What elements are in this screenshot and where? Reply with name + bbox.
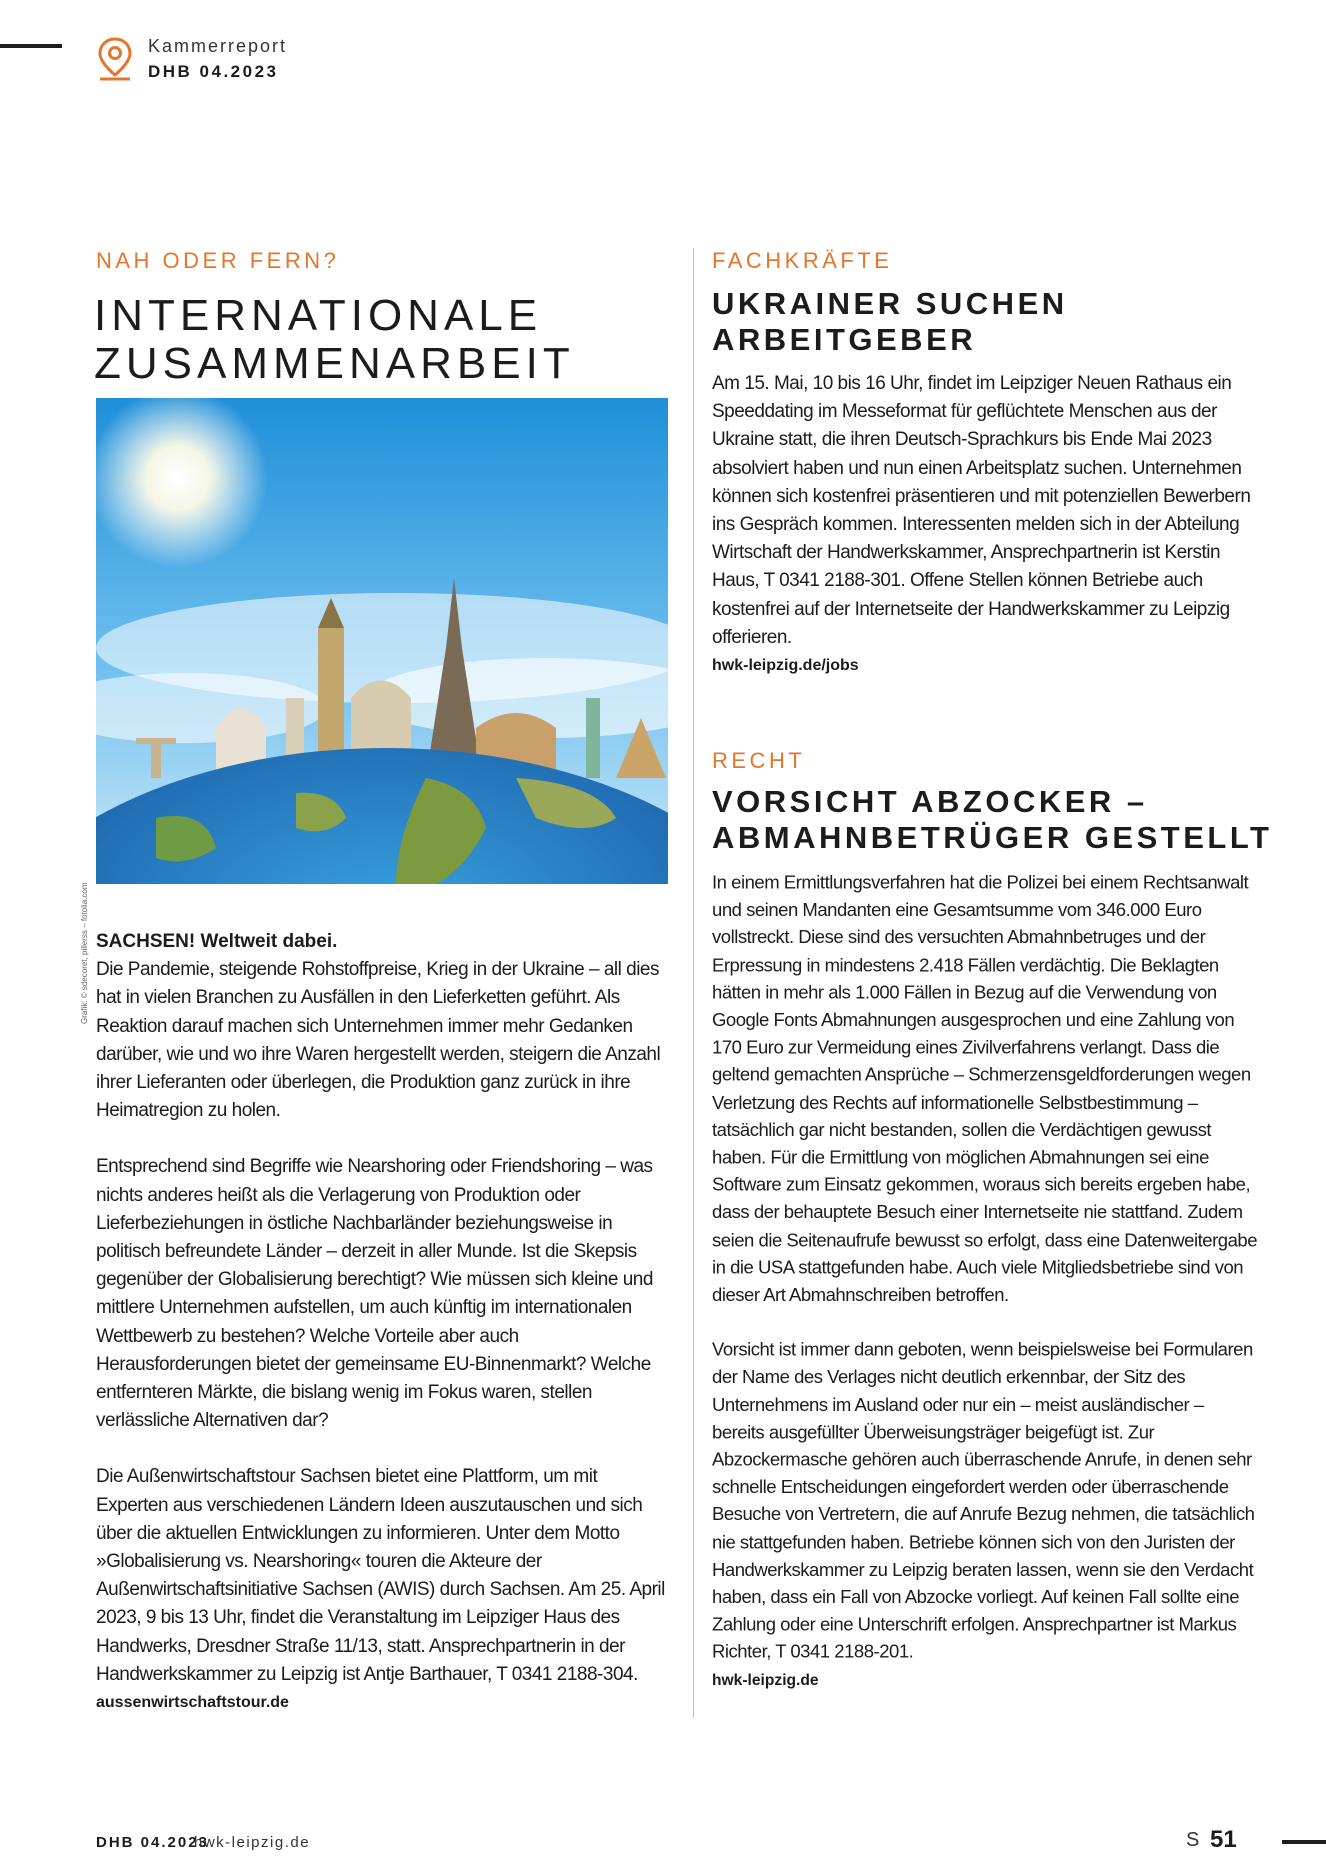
right2-paragraph-1: In einem Ermittlungsverfahren hat die Polizei bei einem Rechtsanwalt und seinen Mandanten eine Gesamtsumme vom 346.000 Euro vollstreckt. Diese sind des versuchten Abmahnbetruges und der Erpressung in mindestens 2.418 Fällen verdächtig. Die Beklagten hätten in mehr als 1.000 Fällen in Bezug auf die Verwendung von Google Fonts Abmahnungen ausgesprochen und eine Zahlung von 170 Euro zur Vermeidung eines Zivilverfahrens verlangt. Dass die geltend gemachten Ansprüche – Schmerzensgeldforderungen wegen Verletzung des Rechts auf informationelle Selbstbestimmung – tatsächlich gar nicht bestanden, sollen die Verdächtigen gewusst haben. Für die Ermittlung von möglichen Abmahnungen sei eine Software zum Einsatz gekommen, woraus sich bereits ergeben habe, dass der behauptete Besuch einer Internetseite nie stattfand. Zudem seien die Seitenaufrufe bewusst so erfolgt, dass eine Datenweitergabe in die USA stattgefunden habe. Auch viele Mitgliedsbetriebe sind von dieser Art Abmahnschreiben betroffen. xyxy=(712,872,1258,1306)
right2-paragraph-2: Vorsicht ist immer dann geboten, wenn beispielsweise bei Formularen der Name des Verlages nicht deutlich erkennbar, der Sitz des Unternehmens im Ausland oder nur ein – meist ausländischer – bereits ausgefüllter Überweisungsträger beigefügt ist. Zur Abzockermasche gehören auch überraschende Anrufe, in denen sehr schnelle Entscheidungen eingefordert werden oder überraschende Besuche von Vertretern, die auf Anrufe Bezug nehmen, die tatsächlich nie stattgefunden haben. Betriebe können sich von den Juristen der Handwerkskammer zu Leipzig beraten lassen, wenn sie den Verdacht haben, dass ein Fall von Abzocke vorliegt. Auf keinen Fall sollte eine Zahlung oder eine Unterschrift erfolgen. Ansprechpartner ist Markus Richter, T 0341 2188-201. xyxy=(712,1340,1255,1664)
left-paragraph-1: Die Pandemie, steigende Rohstoffpreise, Krieg in der Ukraine – all dies hat in vielen Branchen zu Ausfällen in den Lieferketten geführt. Als Reaktion darauf machen sich Unternehmen immer mehr Gedanken darüber, wie und wo ihre Waren hergestellt werden, steigern die Anzahl ihrer Lieferanten oder überlegen, die Produktion ganz zurück in ihre Heimatregion zu holen. xyxy=(96,959,661,1122)
right2-headline-line2: ABMAHNBETRÜGER GESTELLT xyxy=(712,820,1273,855)
right1-article-body xyxy=(712,370,1260,680)
left-lead: SACHSEN! Weltweit dabei. xyxy=(96,931,338,952)
page-number: 51 xyxy=(1210,1826,1237,1853)
right1-link[interactable]: hwk-leipzig.de/jobs xyxy=(712,657,859,675)
photo-credit: Grafik: © sdecoret, pillerss – fotolia.com xyxy=(80,882,89,1024)
right2-link[interactable]: hwk-leipzig.de xyxy=(712,1671,819,1689)
top-left-rule xyxy=(0,44,62,48)
left-article-body xyxy=(96,928,672,1717)
right1-headline-line1: UKRAINER SUCHEN xyxy=(712,286,1068,321)
right1-paragraph: Am 15. Mai, 10 bis 16 Uhr, findet im Leipziger Neuen Rathaus ein Speeddating im Messeformat für geflüchtete Menschen aus der Ukraine statt, die ihren Deutsch-Sprachkurs bis Ende Mai 2023 absolviert haben und nun einen Arbeitsplatz suchen. Unternehmen können sich kostenfrei präsentieren und mit potenziellen Bewerbern ins Gespräch kommen. Interessenten melden sich in der Abteilung Wirtschaft der Handwerkskammer, Ansprechpartnerin ist Kerstin Haus, T 0341 2188-301. Offene Stellen können Betriebe auch kostenfrei auf der Internetseite der Handwerkskammer zu Leipzig offerieren. xyxy=(712,373,1251,648)
world-landmarks-globe-image xyxy=(96,398,668,884)
left-headline-line1: INTERNATIONALE xyxy=(94,291,543,340)
left-kicker: NAH ODER FERN? xyxy=(96,248,340,273)
right2-kicker: RECHT xyxy=(712,748,806,773)
column-divider xyxy=(693,248,694,1718)
left-headline-line2: ZUSAMMENARBEIT xyxy=(94,339,575,388)
left-paragraph-3: Die Außenwirtschaftstour Sachsen bietet eine Plattform, um mit Experten aus verschiedenen Ländern Ideen auszutauschen und sich über die aktuellen Entwicklungen zu informieren. Unter dem Motto »Globalisierung vs. Nearshoring« touren die Akteure der Außenwirtschaftsinitiative Sachsen (AWIS) durch Sachsen. Am 25. April 2023, 9 bis 13 Uhr, findet die Veranstaltung im Leipziger Haus des Handwerks, Dresdner Straße 11/13, statt. Ansprechpartnerin in der Handwerkskammer zu Leipzig ist Antje Barthauer, T 0341 2188-304. xyxy=(96,1466,665,1685)
right2-headline-line1: VORSICHT ABZOCKER – xyxy=(712,784,1148,819)
right1-kicker: FACHKRÄFTE xyxy=(712,248,893,273)
page-prefix: S xyxy=(1186,1829,1200,1851)
left-paragraph-2: Entsprechend sind Begriffe wie Nearshoring oder Friendshoring – was nichts anderes heißt als die Verlagerung von Produktion oder Lieferbeziehungen in östliche Nachbarländer beziehungsweise in politisch befreundete Länder – derzeit in aller Munde. Ist die Skepsis gegenüber der Globalisierung berechtigt? Wie müssen sich kleine und mittlere Unternehmen aufstellen, um auch künftig im internationalen Wettbewerb zu bestehen? Welche Vorteile aber auch Herausforderungen bietet der gemeinsame EU-Binnenmarkt? Welche entfernteren Märkte, die bislang wenig im Fokus waren, stellen verlässliche Alternativen dar? xyxy=(96,1156,653,1432)
right1-headline-line2: ARBEITGEBER xyxy=(712,322,977,357)
right2-article-body xyxy=(712,870,1260,1695)
footer-site[interactable]: hwk-leipzig.de xyxy=(194,1834,311,1851)
footer-issue: DHB 04.2023 xyxy=(96,1834,209,1851)
issue-label: DHB 04.2023 xyxy=(148,62,279,81)
left-link[interactable]: aussenwirtschaftstour.de xyxy=(96,1694,289,1712)
section-name: Kammerreport xyxy=(148,36,288,56)
bottom-right-rule xyxy=(1282,1840,1326,1844)
location-pin-icon xyxy=(96,36,134,82)
